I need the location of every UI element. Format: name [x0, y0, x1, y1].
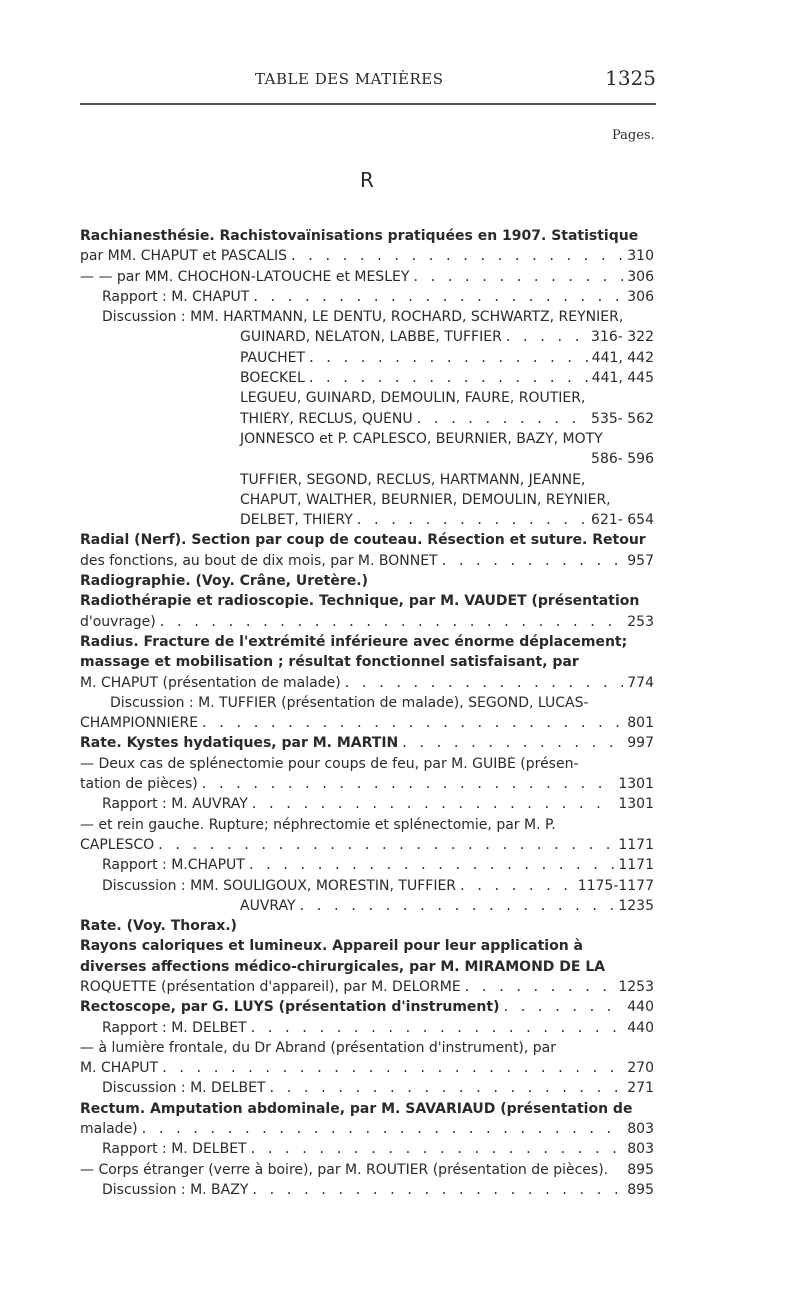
entry-page: 803	[627, 1141, 654, 1158]
entry-page: 441, 445	[591, 370, 654, 387]
page-number: 1325	[605, 66, 656, 90]
index-line	[80, 675, 654, 695]
index-line	[80, 309, 654, 329]
header-rule	[80, 103, 656, 105]
entry-page: 801	[627, 715, 654, 732]
leader-dots	[160, 614, 624, 630]
entry-text: Rapport : M. CHAPUT	[102, 288, 250, 305]
index-line	[80, 857, 654, 877]
leader-dots	[503, 999, 623, 1015]
entry-page: 1301	[618, 796, 654, 813]
index-line	[80, 248, 654, 268]
index-line	[80, 390, 654, 410]
entry-page: 1171	[618, 857, 654, 874]
entry-text: Rapport : M. DELBET	[102, 1141, 247, 1158]
entry-text: — et rein gauche. Rupture; néphrectomie et splénectomie, par M. P.	[80, 816, 556, 833]
index-line	[80, 634, 654, 654]
entry-text: PAUCHET	[240, 349, 306, 366]
leader-dots	[269, 1080, 623, 1096]
leader-dots	[413, 269, 623, 285]
index-line	[80, 1141, 654, 1161]
index-line	[80, 492, 654, 512]
entry-text: massage et mobilisation ; résultat fonctionnel satisfaisant, par	[80, 654, 579, 671]
entry-text: Rachianesthésie. Rachistovaïnisations pratiquées en 1907. Statistique	[80, 228, 639, 244]
entry-page: 440	[627, 1019, 654, 1036]
entry-text: Radial (Nerf). Section par coup de couteau. Résection et suture. Retour	[80, 532, 646, 549]
entry-text: M. CHAPUT	[80, 1060, 159, 1077]
index-line	[80, 370, 654, 390]
entry-text: CHAPUT, WALTHER, BEURNIER, DEMOULIN, REYNIER,	[240, 491, 611, 508]
entry-text: tation de pièces)	[80, 776, 198, 793]
entry-text: Rate. (Voy. Thorax.)	[80, 918, 237, 935]
entry-page: 997	[627, 735, 654, 752]
entry-text: Rate. Kystes hydatiques, par M. MARTIN	[80, 735, 399, 752]
entry-page: 895	[627, 1161, 654, 1178]
index-line	[80, 735, 654, 755]
entry-page: 586- 596	[591, 451, 654, 468]
entry-text: THIÉRY, RECLUS, QUÉNU	[240, 410, 413, 427]
entry-text: ROQUETTE (présentation d'appareil), par M. DELORME	[80, 978, 461, 995]
index-line	[80, 776, 654, 796]
index-line	[80, 532, 654, 552]
index-line	[80, 918, 654, 938]
leader-dots	[442, 553, 624, 569]
index-line	[80, 431, 654, 451]
index-line	[80, 1182, 654, 1202]
pages-column-label: Pages.	[612, 128, 655, 143]
leader-dots	[253, 289, 623, 305]
entry-text: Rapport : M.CHAPUT	[102, 857, 245, 874]
leader-dots	[417, 411, 587, 427]
leader-dots	[309, 350, 588, 366]
index-line	[80, 898, 654, 918]
entry-text: Rapport : M. AUVRAY	[102, 796, 248, 813]
leader-dots	[345, 675, 624, 691]
entry-page: 306	[627, 268, 654, 285]
index-line	[80, 451, 654, 471]
index-line	[80, 289, 654, 309]
leader-dots	[142, 1121, 624, 1137]
index-line	[80, 593, 654, 613]
entry-text: CHAMPIONNIÈRE	[80, 715, 199, 732]
leader-dots	[162, 1060, 623, 1076]
index-line	[80, 350, 654, 370]
leader-dots	[249, 857, 615, 873]
leader-dots	[460, 878, 574, 894]
index-line	[80, 1121, 654, 1141]
entry-page: 253	[627, 613, 654, 630]
leader-dots	[357, 512, 587, 528]
entry-text: Discussion : MM. SOULIGOUX, MORESTIN, TUFFIER	[102, 877, 457, 894]
index-line	[80, 959, 654, 979]
leader-dots	[465, 979, 615, 995]
page-header	[80, 62, 656, 102]
index-line	[80, 411, 654, 431]
entry-text: Discussion : MM. HARTMANN, LE DENTU, ROCHARD, SCHWARTZ, REYNIER,	[102, 309, 624, 326]
entry-page: 1253	[618, 978, 654, 995]
index-line	[80, 1040, 654, 1060]
entry-page: 957	[627, 552, 654, 569]
leader-dots	[202, 715, 623, 731]
entry-text: BOECKEL	[240, 370, 305, 387]
leader-dots	[291, 248, 623, 264]
leader-dots	[202, 776, 615, 792]
entry-page: 271	[627, 1080, 654, 1097]
entry-page: 621- 654	[591, 512, 654, 529]
index-line	[80, 228, 654, 248]
entry-page: 803	[627, 1121, 654, 1138]
index-line	[80, 1162, 654, 1182]
entry-page: 1235	[618, 897, 654, 914]
index-line	[80, 878, 654, 898]
entry-page: 440	[627, 999, 654, 1016]
entry-text: Rectoscope, par G. LUYS (présentation d'instrument)	[80, 999, 500, 1016]
entry-text: Discussion : M. DELBET	[102, 1080, 266, 1097]
entry-text: CAPLESCO	[80, 836, 155, 853]
entry-text: Radiographie. (Voy. Crâne, Uretère.)	[80, 573, 368, 590]
leader-dots	[252, 796, 615, 812]
index-line	[80, 329, 654, 349]
entry-text: d'ouvrage)	[80, 613, 156, 630]
leader-dots	[251, 1020, 624, 1036]
entry-text: Discussion : M. BAZY	[102, 1181, 249, 1198]
entry-text: Discussion : M. TUFFIER (présentation de malade), SEGOND, LUCAS-	[110, 694, 589, 711]
entry-text: malade)	[80, 1121, 138, 1138]
index-line	[80, 1020, 654, 1040]
entry-text: — — par MM. CHOCHON-LATOUCHE et MESLEY	[80, 268, 410, 285]
index-line	[80, 269, 654, 289]
entry-text: M. CHAPUT (présentation de malade)	[80, 674, 341, 691]
entry-page: 316- 322	[591, 329, 654, 346]
entry-text: par MM. CHAPUT et PASCALIS	[80, 248, 288, 265]
entry-page: 1171	[618, 836, 654, 853]
entry-text: des fonctions, au bout de dix mois, par M. BONNET	[80, 552, 438, 569]
entry-text: Rectum. Amputation abdominale, par M. SAVARIAUD (présentation de	[80, 1100, 633, 1117]
index-line	[80, 817, 654, 837]
index-line	[80, 1101, 654, 1121]
running-title: TABLE DES MATIÈRES	[255, 70, 444, 88]
leader-dots	[252, 1182, 623, 1198]
leader-dots	[506, 329, 587, 345]
index-line	[80, 837, 654, 857]
entry-text: Radiothérapie et radioscopie. Technique, par M. VAUDET (présentation	[80, 593, 640, 610]
index-line	[80, 938, 654, 958]
leader-dots	[300, 898, 615, 914]
entry-page: 441, 442	[591, 349, 654, 366]
entry-page: 306	[627, 288, 654, 305]
index-line	[80, 756, 654, 776]
index-line	[80, 796, 654, 816]
index-line	[80, 512, 654, 532]
entry-text: Radius. Fracture de l'extrémité inférieure avec énorme déplacement;	[80, 633, 628, 650]
entry-text: Rayons caloriques et lumineux. Appareil pour leur application à	[80, 938, 583, 955]
index-line	[80, 614, 654, 634]
entry-text: TUFFIER, SEGOND, RECLUS, HARTMANN, JEANNE,	[240, 471, 586, 488]
index-line	[80, 1080, 654, 1100]
leader-dots	[309, 370, 588, 386]
section-letter: R	[360, 168, 374, 192]
entry-text: AUVRAY	[240, 897, 296, 914]
entry-text: JONNESCO et P. CAPLESCO, BEURNIER, BAZY, MOTY	[240, 430, 603, 447]
entry-text: diverses affections médico-chirurgicales, par M. MIRAMOND DE LA	[80, 958, 606, 975]
leader-dots	[158, 837, 614, 853]
index-line	[80, 573, 654, 593]
index-line	[80, 715, 654, 735]
index-line	[80, 979, 654, 999]
index-line	[80, 553, 654, 573]
entry-text: — Deux cas de splénectomie pour coups de feu, par M. GUIBÉ (présen-	[80, 755, 579, 772]
entry-text: LEGUEU, GUINARD, DEMOULIN, FAURE, ROUTIER,	[240, 390, 586, 407]
entry-text: Rapport : M. DELBET	[102, 1019, 247, 1036]
entry-text: DELBET, THIÉRY	[240, 512, 353, 529]
entry-page: 895	[627, 1181, 654, 1198]
entry-text: — Corps étranger (verre à boire), par M. ROUTIER (présentation de pièces).	[80, 1161, 609, 1178]
index-line	[80, 1060, 654, 1080]
index-line	[80, 695, 654, 715]
leader-dots	[251, 1141, 624, 1157]
entry-page: 1301	[618, 776, 654, 793]
index-line	[80, 999, 654, 1019]
entry-text: — à lumière frontale, du Dr Abrand (présentation d'instrument), par	[80, 1039, 557, 1056]
entry-text: GUINARD, NÉLATON, LABBÉ, TUFFIER	[240, 329, 502, 346]
entry-page: 1175-1177	[577, 877, 654, 894]
entry-page: 310	[627, 248, 654, 265]
index-line	[80, 654, 654, 674]
index-line	[80, 472, 654, 492]
leader-dots	[402, 735, 623, 751]
entry-page: 270	[627, 1060, 654, 1077]
entry-page: 535- 562	[591, 410, 654, 427]
entry-page: 774	[627, 674, 654, 691]
index-entries	[80, 228, 654, 1202]
